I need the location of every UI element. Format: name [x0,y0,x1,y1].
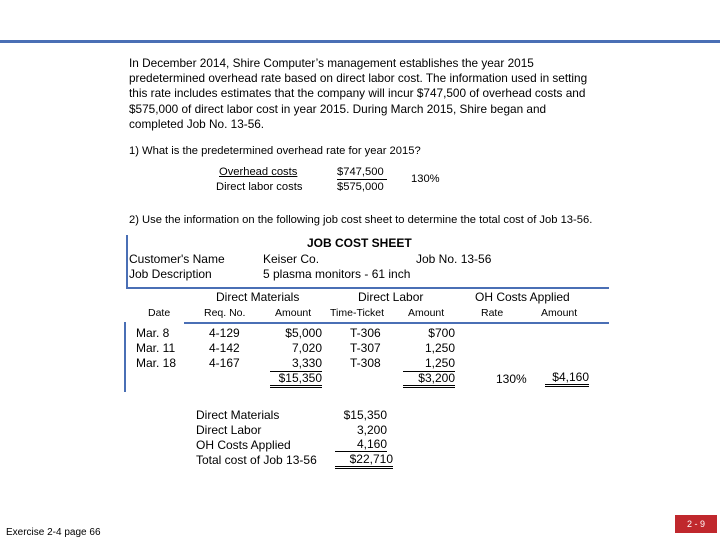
customer-value: Keiser Co. [263,252,320,266]
oh-amount: $4,160 [545,371,589,387]
table-row-req: 4-142 [209,341,240,355]
overhead-rate-answer: 130% [411,173,440,185]
sheet-body-left-rule [124,322,126,392]
summary-total: $22,710 [335,453,393,469]
table-row-dl: $700 [428,326,455,340]
sheet-body-rule [184,322,609,324]
intro-paragraph [129,56,599,132]
col-oh-amount: Amount [541,307,578,319]
table-row-dl: 1,250 [424,356,455,370]
summary-value: 4,160 [335,438,387,452]
direct-labor-costs-label: Direct labor costs [216,181,303,193]
table-row-dm: 7,020 [291,341,322,355]
table-row-ticket: T-307 [350,341,381,355]
sheet-header-rule [126,287,609,289]
intro-line: $575,000 of direct labor cost in year 2015. During March 2015, Shire began and [129,101,547,116]
table-row-ticket: T-308 [350,356,381,370]
labor-value: $575,000 [337,181,384,193]
dm-total: $15,350 [270,371,322,388]
table-row-req: 4-167 [209,356,240,370]
col-req-no: Req. No. [204,307,246,319]
page-number-badge: 2 - 9 [675,515,717,533]
intro-line: completed Job No. 13-56. [129,116,265,131]
job-cost-sheet-title: JOB COST SHEET [307,236,412,250]
top-accent-bar [0,40,720,43]
summary-value: 3,200 [356,423,387,437]
exercise-reference: Exercise 2-4 page 66 [6,527,101,538]
description-label: Job Description [129,267,212,281]
question-2: 2) Use the information on the following job cost sheet to determine the total cost of Job 13-56. [129,214,593,226]
sheet-left-rule [126,235,128,287]
oh-rate: 130% [496,372,527,386]
table-row-req: 4-129 [209,326,240,340]
intro-line: predetermined overhead rate based on direct labor cost. The information used in setting [129,71,588,86]
overhead-costs-label: Overhead costs [219,166,298,178]
summary-value: $15,350 [343,408,387,422]
intro-line: In December 2014, Shire Computer’s management establishes the year 2015 [129,56,534,70]
col-dm-amount: Amount [275,307,312,319]
overhead-value: $747,500 [337,166,387,180]
summary-label: OH Costs Applied [196,438,291,452]
table-row-dm: $5,000 [285,326,322,340]
direct-materials-header: Direct Materials [216,290,300,304]
summary-label: Direct Labor [196,423,262,437]
oh-costs-applied-header: OH Costs Applied [475,290,570,304]
dl-total: $3,200 [403,371,455,388]
col-date: Date [148,307,171,319]
table-row-ticket: T-306 [350,326,381,340]
question-1: 1) What is the predetermined overhead rate for year 2015? [129,145,421,157]
direct-labor-header: Direct Labor [358,290,424,304]
table-row-date: Mar. 11 [136,341,176,355]
col-dl-amount: Amount [408,307,445,319]
table-row-date: Mar. 8 [136,326,170,340]
job-number: Job No. 13-56 [416,252,492,266]
summary-label: Total cost of Job 13-56 [196,453,317,467]
summary-label: Direct Materials [196,408,280,422]
intro-line: this rate includes estimates that the company will incur $747,500 of overhead costs and [129,86,586,101]
col-time-ticket: Time-Ticket [330,307,385,319]
customer-label: Customer's Name [129,252,225,266]
table-row-dl: 1,250 [424,341,455,355]
col-rate: Rate [481,307,504,319]
table-row-date: Mar. 18 [136,356,177,370]
table-row-dm: 3,330 [291,356,322,370]
description-value: 5 plasma monitors - 61 inch [263,267,411,281]
